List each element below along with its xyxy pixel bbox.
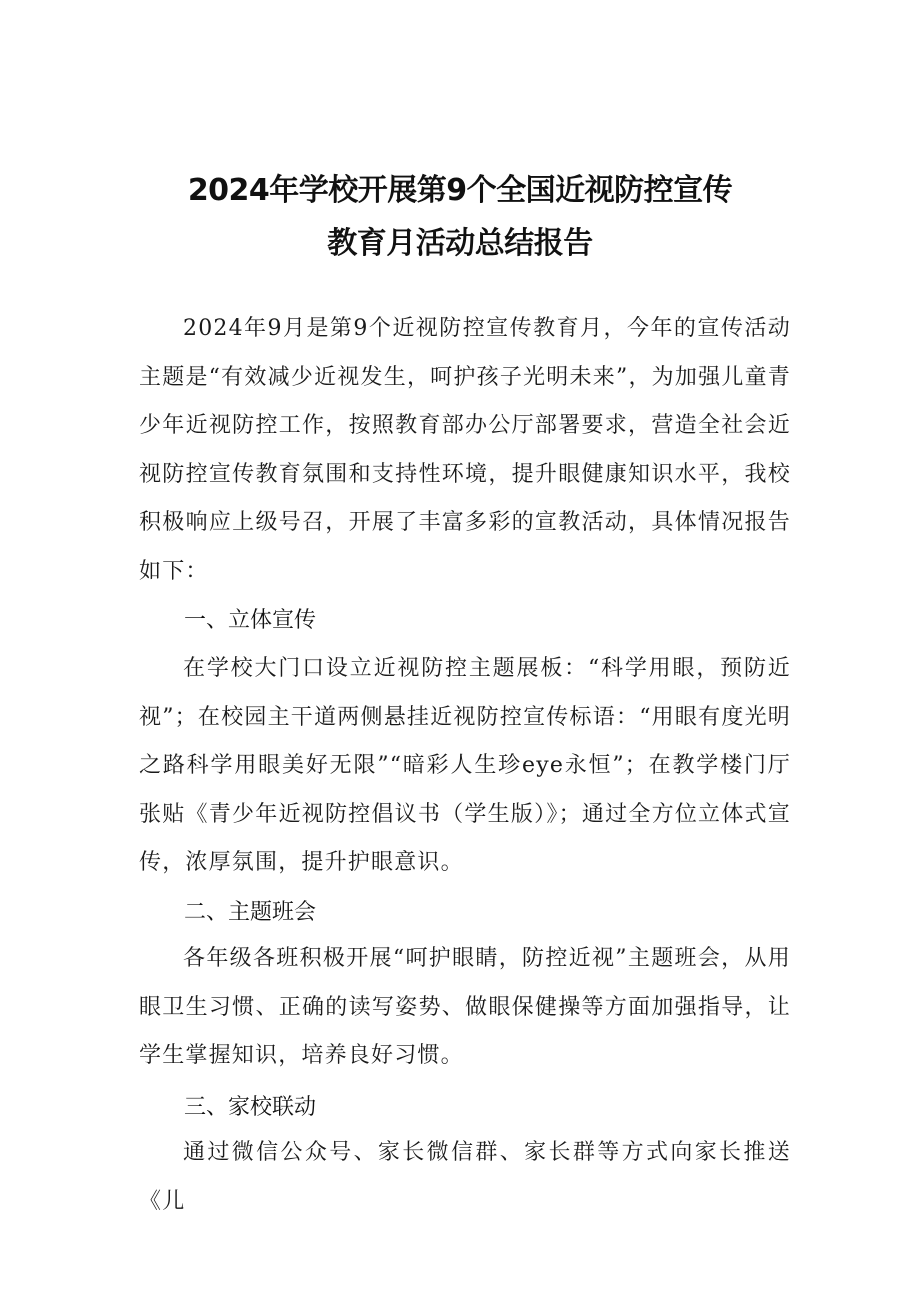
document-title-line-1: 2024年学校开展第9个全国近视防控宣传: [187, 173, 733, 208]
section-heading-1: 一、立体宣传: [184, 608, 317, 633]
intro-paragraph: 2024年9月是第9个近视防控宣传教育月，今年的宣传活动主题是“有效减少近视发生，呵护孩子光明未来”，为加强儿童青少年近视防控工作，按照教育部办公厅部署要求，营造全社会近视防控宣传教育氛围和支持性环境，提升眼健康知识水平，我校积极响应上级号召，开展了丰富多彩的宣教活动，具体情况报告如下：: [139, 316, 791, 584]
section-body-2: 各年级各班积极开展“呵护眼睛，防控近视”主题班会，从用眼卫生习惯、正确的读写姿势、做眼保健操等方面加强指导，让学生掌握知识，培养良好习惯。: [139, 946, 791, 1068]
section-body-1: 在学校大门口设立近视防控主题展板：“科学用眼，预防近视”；在校园主干道两侧悬挂近视防控宣传标语：“用眼有度光明之路科学用眼美好无限”“暗彩人生珍eye永恒”；在教学楼门厅张贴《青少年近视防控倡议书（学生版）》；通过全方位立体式宣传，浓厚氛围，提升护眼意识。: [139, 656, 791, 875]
section-body-3: 通过微信公众号、家长微信群、家长群等方式向家长推送《儿: [139, 1140, 791, 1214]
document-title-line-2: 教育月活动总结报告: [327, 226, 593, 261]
section-heading-3: 三、家校联动: [184, 1095, 317, 1120]
section-heading-2: 二、主题班会: [184, 900, 317, 925]
